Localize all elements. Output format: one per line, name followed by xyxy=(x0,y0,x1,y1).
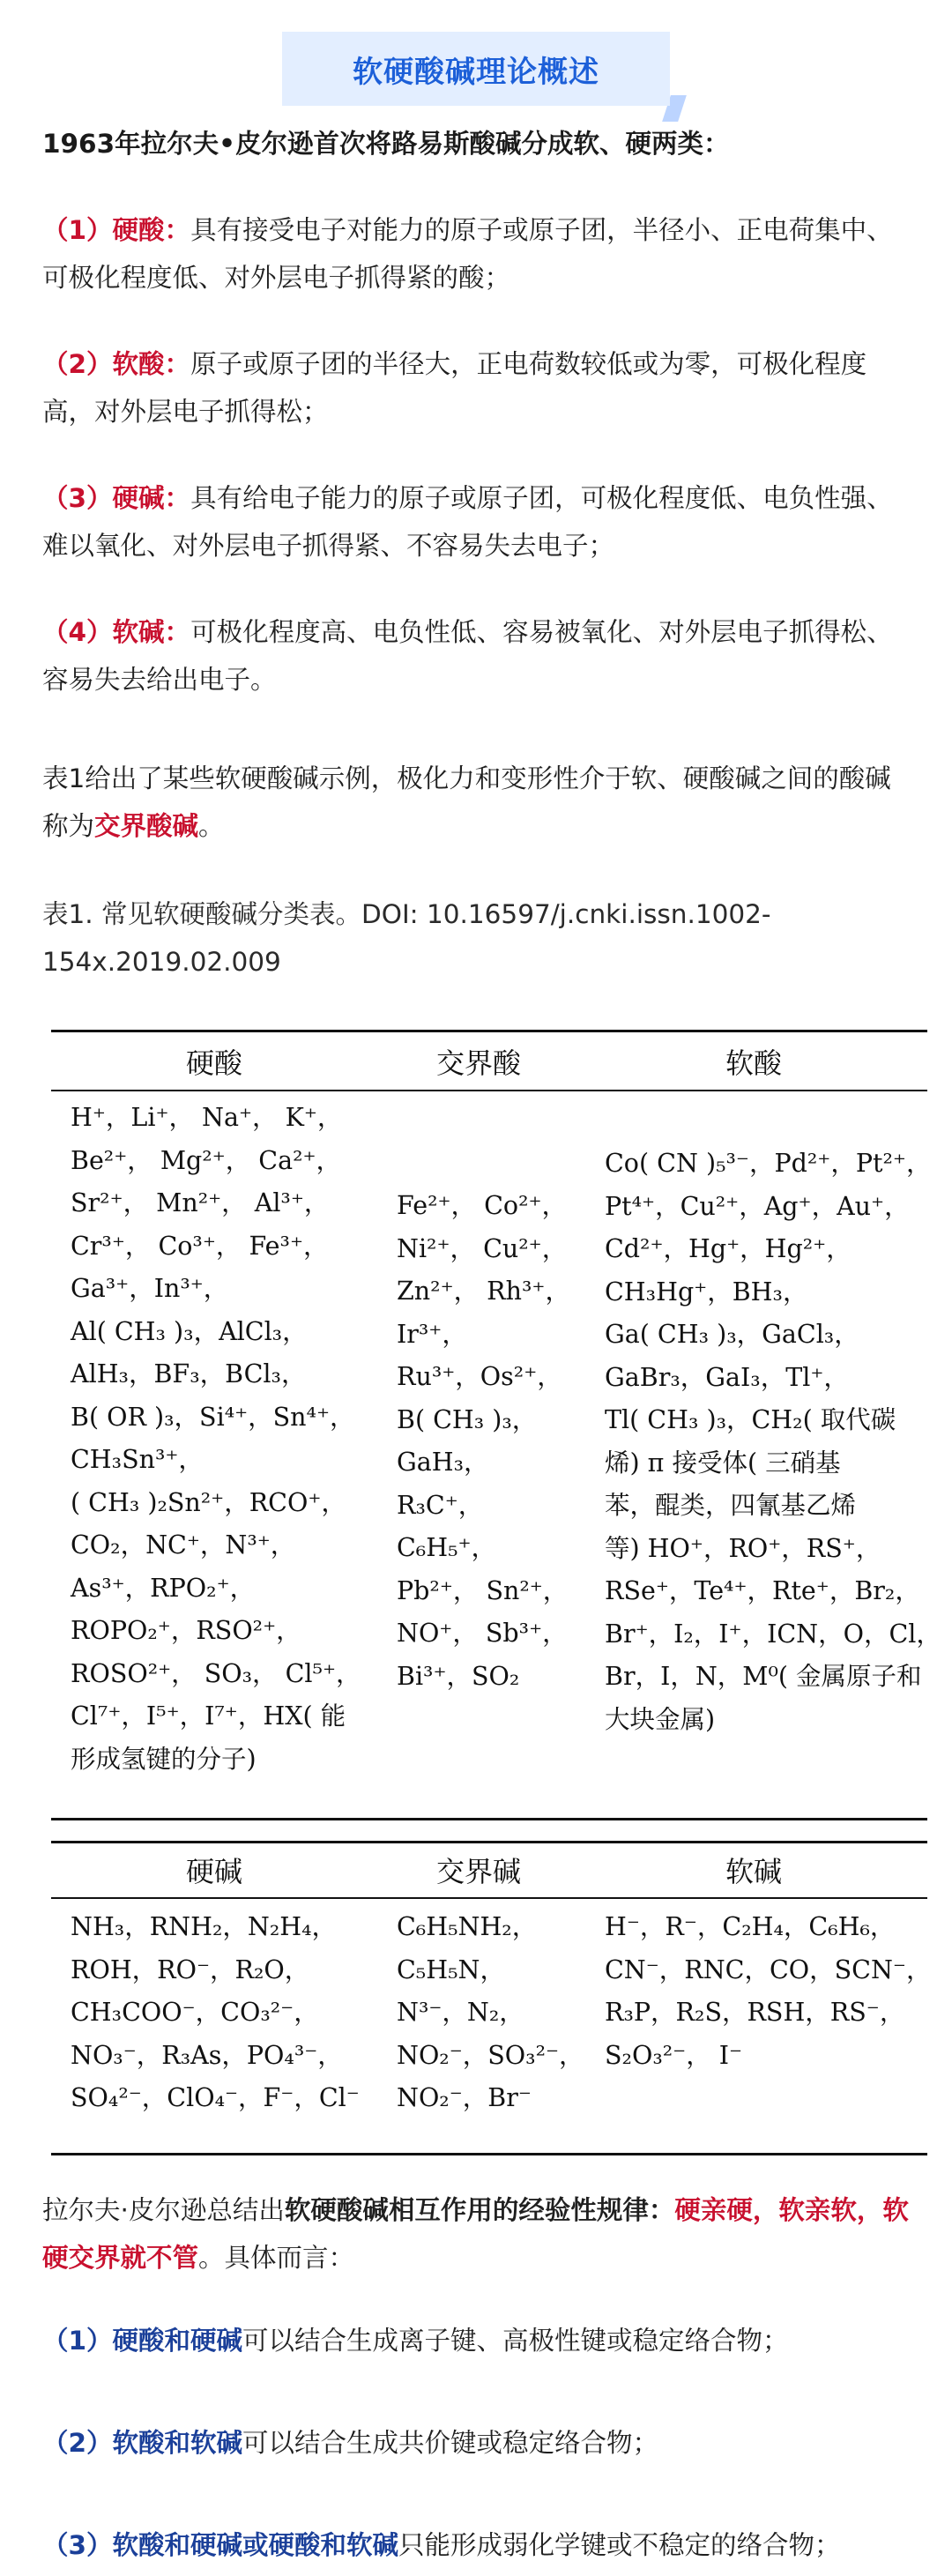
table-cell-line: 形成氢键的分子) xyxy=(71,1744,257,1774)
table-cell-line: CH₃Sn³⁺， xyxy=(71,1445,204,1474)
table-bottom-rule xyxy=(51,2153,927,2155)
definition-colon: ： xyxy=(164,349,191,379)
table-cell-line: NO₂⁻，SO₃²⁻， xyxy=(397,2040,584,2070)
hard-base-list xyxy=(71,1906,360,2120)
table-cell-line: Be²⁺， Mg²⁺， Ca²⁺， xyxy=(71,1145,342,1175)
table-cell-line: ROSO²⁺， SO₃， Cl⁵⁺， xyxy=(71,1658,361,1688)
table-cell-line: GaH₃， xyxy=(397,1448,489,1477)
definition-number: （2） xyxy=(42,349,113,379)
border-acid-list xyxy=(397,1185,570,1698)
table-cell-line: Pt⁴⁺，Cu²⁺，Ag⁺，Au⁺， xyxy=(605,1191,910,1221)
table-intro xyxy=(42,755,915,850)
table-bottom-rule xyxy=(51,1818,927,1820)
title-banner xyxy=(282,32,670,106)
definition-term: 硬碱 xyxy=(112,483,165,513)
definition-colon: ： xyxy=(164,215,191,245)
rule-number: （3） xyxy=(42,2530,113,2560)
rule-item-2 xyxy=(42,2419,915,2467)
table-cell-line: Pb²⁺， Sn²⁺， xyxy=(397,1575,569,1605)
table-cell-line: Br，I，N，M⁰( 金属原子和 xyxy=(605,1662,922,1691)
rule-intro-bold: 软硬酸碱相互作用的经验性规律： xyxy=(284,2195,675,2225)
table-cell-line: R₃P，R₂S，RSH，RS⁻， xyxy=(605,1998,905,2027)
table-cell-line: Cd²⁺，Hg⁺，Hg²⁺， xyxy=(605,1234,852,1263)
table-intro-highlight: 交界酸碱 xyxy=(94,811,199,841)
header-rule xyxy=(51,1090,927,1091)
table-cell-line: 烯) π 接受体( 三硝基 xyxy=(605,1448,841,1478)
rule-intro-pre: 拉尔夫·皮尔逊总结出 xyxy=(42,2195,285,2225)
table-cell-line: CH₃Hg⁺，BH₃， xyxy=(605,1277,808,1307)
rule-intro-red: 硬亲硬，软亲软，软硬交界就不管 xyxy=(42,2195,909,2273)
rule-intro-post: 。具体而言： xyxy=(198,2243,355,2273)
table-cell-line: C₅H₅N， xyxy=(397,1954,505,1984)
rule-text: 只能形成弱化学键或不稳定的络合物； xyxy=(398,2530,841,2560)
definition-number: （4） xyxy=(42,617,113,647)
base-table-header xyxy=(51,1843,927,1896)
table-cell-line: Zn²⁺， Rh³⁺， xyxy=(397,1277,570,1306)
table-cell-line: Fe²⁺， Co²⁺， xyxy=(397,1191,568,1220)
table-cell-line: 等) HO⁺，RO⁺，RS⁺， xyxy=(605,1533,881,1563)
table-cell-line: S₂O₃²⁻， I⁻ xyxy=(605,2040,743,2070)
header-rule xyxy=(51,1897,927,1899)
table-cell-line: Tl( CH₃ )₃，CH₂( 取代碳 xyxy=(605,1405,896,1434)
table-cell-line: 苯，醌类，四氰基乙烯 xyxy=(605,1491,857,1520)
banner-box xyxy=(282,32,670,106)
header-hard-acid: 硬酸 xyxy=(185,1046,242,1080)
definition-colon: ： xyxy=(164,483,191,513)
table-cell-line: Ru³⁺，Os²⁺， xyxy=(397,1362,562,1391)
border-base-list xyxy=(397,1906,584,2120)
definition-number: （1） xyxy=(42,215,113,245)
definition-soft-acid xyxy=(42,340,915,436)
table-caption: 表1. 常见软硬酸碱分类表。DOI: 10.16597/j.cnki.issn.1002-154x.2019.02.009 xyxy=(42,899,771,977)
table-cell-line: CH₃COO⁻，CO₃²⁻， xyxy=(71,1998,319,2027)
definition-term: 软酸 xyxy=(112,349,165,379)
soft-base-list xyxy=(605,1906,931,2077)
table-cell-line: H⁻，R⁻，C₂H₄，C₆H₆， xyxy=(605,1912,896,1941)
table-cell-line: NO⁺， Sb³⁺， xyxy=(397,1619,568,1648)
rule-term: 软酸和软碱 xyxy=(112,2428,243,2458)
table-cell-line: B( CH₃ )₃， xyxy=(397,1404,538,1434)
table-cell-line: Cr³⁺， Co³⁺， Fe³⁺， xyxy=(71,1231,329,1261)
table-cell-line: Ga³⁺，In³⁺， xyxy=(71,1274,229,1303)
table-cell-line: Bi³⁺，SO₂ xyxy=(397,1661,520,1691)
table-cell-line: AlH₃，BF₃，BCl₃， xyxy=(71,1359,307,1389)
table-cell-line: SO₄²⁻，ClO₄⁻，F⁻，Cl⁻ xyxy=(71,2083,360,2112)
table-cell-line: NO₂⁻，Br⁻ xyxy=(397,2083,532,2112)
table-cell-line: Br⁺，I₂，I⁺，ICN，O，Cl， xyxy=(605,1619,941,1649)
rule-term: 软酸和硬碱或硬酸和软碱 xyxy=(112,2530,399,2560)
base-table xyxy=(51,1841,932,2158)
table-cell-line: ROH，RO⁻，R₂O， xyxy=(71,1954,310,1984)
table-cell-line: R₃C⁺， xyxy=(397,1490,484,1520)
page-title: 软硬酸碱理论概述 xyxy=(353,54,599,90)
definition-term: 硬酸 xyxy=(112,215,165,245)
acid-table-header xyxy=(51,1032,927,1091)
table-intro-end: 。 xyxy=(198,811,225,841)
header-border-acid: 交界酸 xyxy=(435,1046,521,1080)
table-cell-line: CN⁻，RNC，CO，SCN⁻， xyxy=(605,1954,932,1984)
rule-item-1 xyxy=(42,2317,915,2364)
definition-text: 原子或原子团的半径大，正电荷数较低或为零，可极化程度高，对外层电子抓得松； xyxy=(42,349,867,427)
definition-hard-acid xyxy=(42,206,915,302)
definition-text: 具有给电子能力的原子或原子团，可极化程度低、电负性强、难以氧化、对外层电子抓得紧、不容易失去电子； xyxy=(42,483,893,561)
acid-table xyxy=(51,1030,941,1823)
table-cell-line: C₆H₅⁺， xyxy=(397,1533,497,1562)
header-soft-base: 软碱 xyxy=(725,1855,782,1888)
table-cell-line: B( OR )₃，Si⁴⁺，Sn⁴⁺， xyxy=(71,1402,355,1432)
rule-text: 可以结合生成离子键、高极性键或稳定络合物； xyxy=(242,2326,789,2356)
table-cell-line: N³⁻，N₂， xyxy=(397,1998,524,2027)
rule-intro xyxy=(42,2186,915,2282)
header-hard-base: 硬碱 xyxy=(185,1855,242,1888)
table-cell-line: Al( CH₃ )₃，AlCl₃， xyxy=(71,1316,308,1346)
table-cell-line: Ni²⁺， Cu²⁺， xyxy=(397,1233,568,1263)
table-cell-line: Sr²⁺， Mn²⁺， Al³⁺， xyxy=(71,1188,330,1217)
definition-term: 软碱 xyxy=(112,617,165,647)
rule-number: （1） xyxy=(42,2326,113,2356)
table-cell-line: GaBr₃，GaI₃，Tl⁺， xyxy=(605,1362,849,1392)
header-soft-acid: 软酸 xyxy=(725,1046,782,1080)
rule-term: 硬酸和硬碱 xyxy=(112,2326,243,2356)
table-cell-line: NH₃，RNH₂，N₂H₄， xyxy=(71,1912,338,1941)
table-cell-line: C₆H₅NH₂， xyxy=(397,1912,538,1941)
header-border-base: 交界碱 xyxy=(435,1855,521,1888)
table-cell-line: As³⁺，RPO₂⁺， xyxy=(71,1573,256,1603)
definition-colon: ： xyxy=(164,617,191,647)
table-cell-line: 大块金属) xyxy=(605,1704,716,1734)
soft-acid-list xyxy=(605,1143,941,1741)
rule-item-3 xyxy=(42,2521,915,2569)
definition-hard-base xyxy=(42,474,915,570)
definition-text: 具有接受电子对能力的原子或原子团，半径小、正电荷集中、可极化程度低、对外层电子抓得紧的酸； xyxy=(42,215,893,293)
table-cell-line: Ga( CH₃ )₃，GaCl₃， xyxy=(605,1320,859,1349)
table-cell-line: H⁺，Li⁺， Na⁺， K⁺， xyxy=(71,1103,343,1132)
table-cell-line: ROPO₂⁺，RSO²⁺， xyxy=(71,1616,301,1645)
table-cell-line: CO₂，NC⁺，N³⁺， xyxy=(71,1530,296,1560)
table-cell-line: ( CH₃ )₂Sn²⁺，RCO⁺， xyxy=(71,1487,346,1517)
definition-number: （3） xyxy=(42,483,113,513)
rule-text: 可以结合生成共价键或稳定络合物； xyxy=(242,2428,659,2458)
table-cell-line: RSe⁺，Te⁴⁺，Rte⁺，Br₂， xyxy=(605,1576,920,1605)
rule-number: （2） xyxy=(42,2428,113,2458)
table-cell-line: Cl⁷⁺，I⁵⁺，I⁷⁺，HX( 能 xyxy=(71,1701,346,1731)
table-cell-line: Co( CN )₅³⁻，Pd²⁺，Pt²⁺， xyxy=(605,1149,932,1178)
intro-text: 1963年拉尔夫•皮尔逊首次将路易斯酸碱分成软、硬两类： xyxy=(42,129,730,159)
definition-text: 可极化程度高、电负性低、容易被氧化、对外层电子抓得松、容易失去给出电子。 xyxy=(42,617,893,695)
table-cell-line: Ir³⁺， xyxy=(397,1319,467,1349)
table-cell-line: NO₃⁻，R₃As，PO₄³⁻， xyxy=(71,2040,343,2070)
table-intro-text: 表1给出了某些软硬酸碱示例，极化力和变形性介于软、硬酸碱之间的酸碱称为 xyxy=(42,763,891,841)
definition-soft-base xyxy=(42,608,915,704)
hard-acid-list xyxy=(71,1097,361,1781)
